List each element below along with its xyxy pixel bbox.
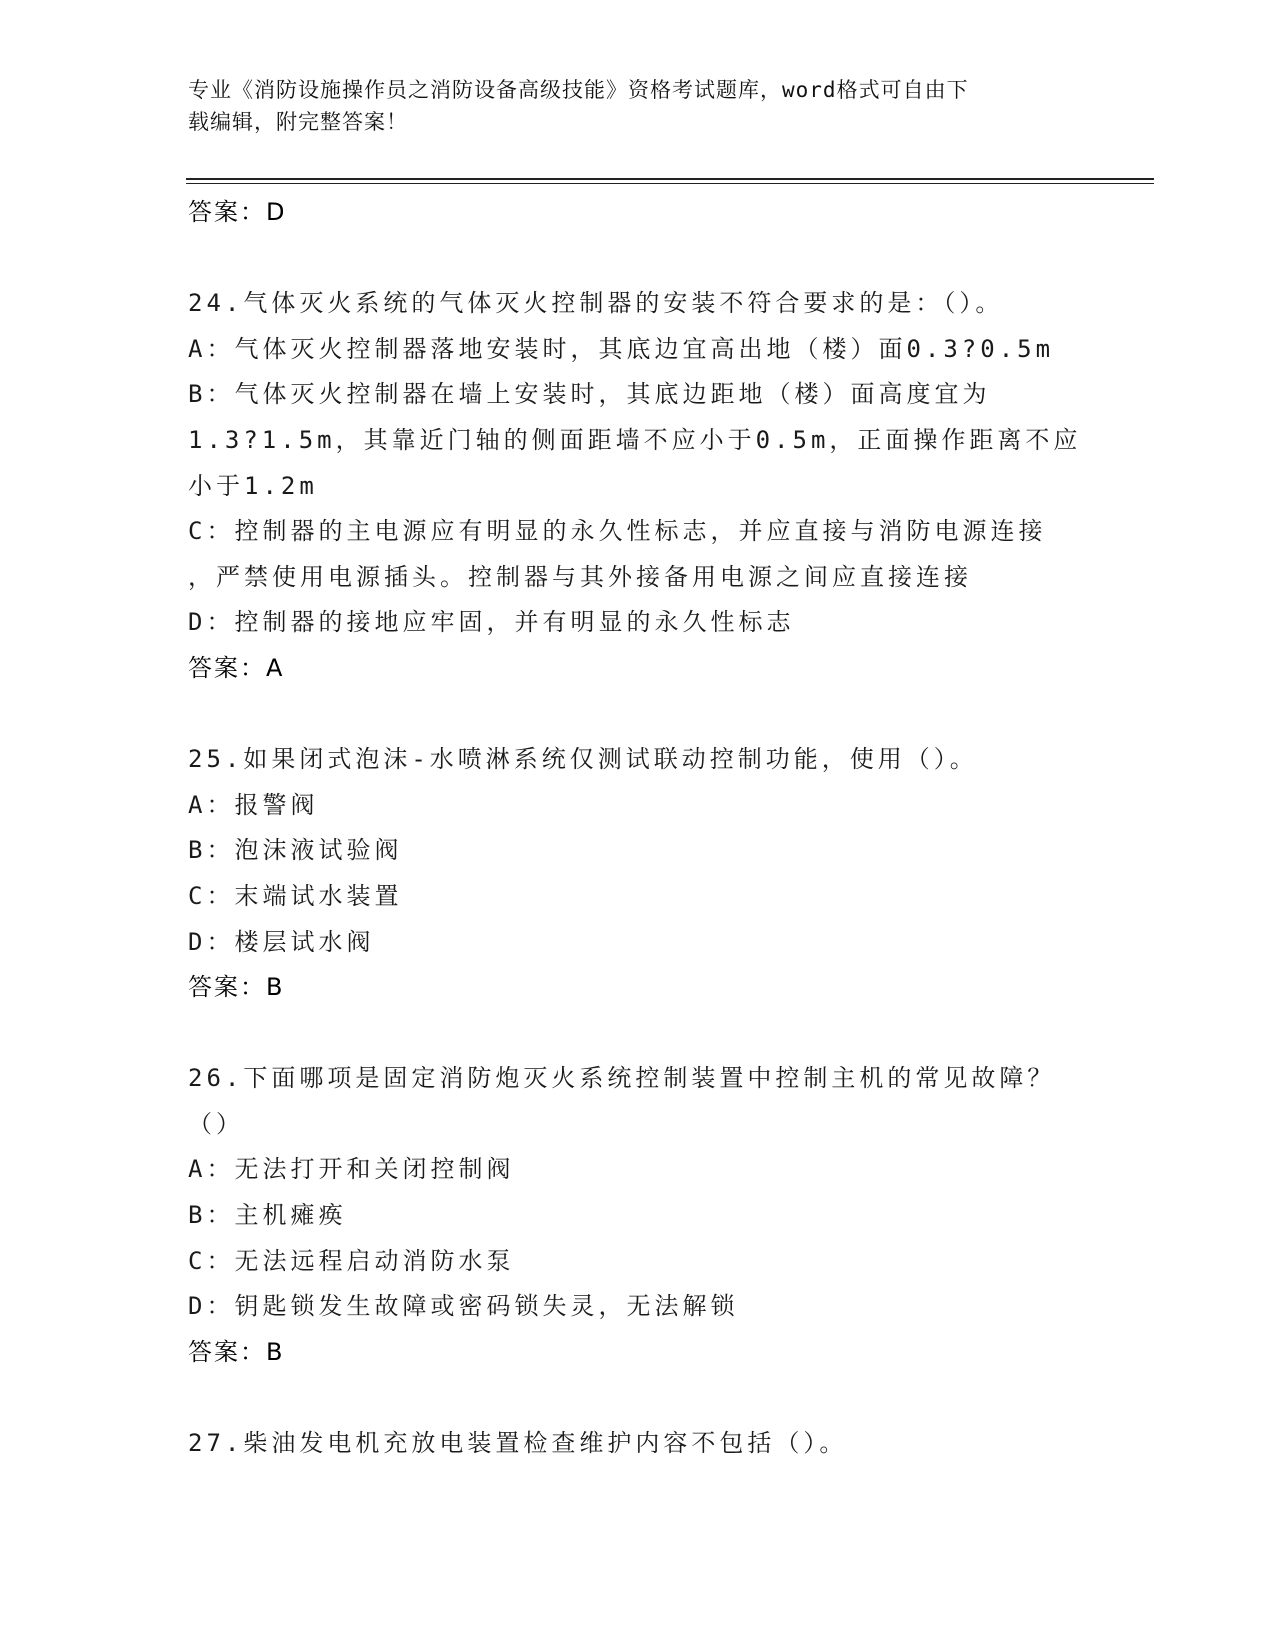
block-spacer bbox=[188, 1011, 1088, 1057]
question-text-line: B：泡沫液试验阀 bbox=[188, 836, 403, 865]
question-text-line: A：报警阀 bbox=[188, 790, 319, 819]
block-spacer bbox=[188, 236, 1088, 282]
question-stem: 24.气体灭火系统的气体灭火控制器的安装不符合要求的是：（）。 bbox=[188, 289, 1004, 318]
question-text-line: 小于1.2m bbox=[188, 471, 318, 500]
question-text-line: D：楼层试水阀 bbox=[188, 927, 375, 956]
question-text-line: B：气体灭火控制器在墙上安装时，其底边距地（楼）面高度宜为 bbox=[188, 380, 991, 409]
answer-line: 答案：B bbox=[188, 973, 285, 1002]
question-text-line: ，严禁使用电源插头。控制器与其外接备用电源之间应直接连接 bbox=[188, 562, 972, 591]
question-text-line: B：主机瘫痪 bbox=[188, 1201, 347, 1230]
question-text-line: （） bbox=[188, 1109, 244, 1138]
question-text-line: C：控制器的主电源应有明显的永久性标志，并应直接与消防电源连接 bbox=[188, 517, 1047, 546]
question-text-line: D：钥匙锁发生故障或密码锁失灵，无法解锁 bbox=[188, 1292, 739, 1321]
question-stem: 25.如果闭式泡沫-水喷淋系统仅测试联动控制功能，使用（）。 bbox=[188, 745, 978, 774]
answer-line: 答案：D bbox=[188, 198, 287, 226]
question-text-line: C：末端试水装置 bbox=[188, 881, 403, 910]
answer-line: 答案：B bbox=[188, 1337, 285, 1366]
question-stem: 27.柴油发电机充放电装置检查维护内容不包括（）。 bbox=[188, 1429, 848, 1458]
question-stem: 26.下面哪项是固定消防炮灭火系统控制装置中控制主机的常见故障？ bbox=[188, 1064, 1056, 1093]
header-divider-thin bbox=[186, 183, 1154, 184]
question-text-line: A：无法打开和关闭控制阀 bbox=[188, 1155, 515, 1184]
header-line-2: 载编辑，附完整答案！ bbox=[188, 110, 408, 134]
question-content bbox=[188, 190, 1088, 1467]
answer-line: 答案：A bbox=[188, 653, 285, 682]
block-spacer bbox=[188, 692, 1088, 738]
question-stem: 1.3?1.5m，其靠近门轴的侧面距墙不应小于0.5m，正面操作距离不应 bbox=[188, 425, 1082, 454]
document-header bbox=[188, 74, 1088, 138]
question-text-line: A：气体灭火控制器落地安装时，其底边宜高出地（楼）面0.3?0.5m bbox=[188, 334, 1055, 363]
block-spacer bbox=[188, 1375, 1088, 1421]
question-text-line: C：无法远程启动消防水泵 bbox=[188, 1246, 515, 1275]
header-divider-thick bbox=[186, 178, 1154, 180]
question-text-line: D：控制器的接地应牢固，并有明显的永久性标志 bbox=[188, 608, 795, 637]
header-line-1: 专业《消防设施操作员之消防设备高级技能》资格考试题库，word格式可自由下 bbox=[188, 78, 969, 102]
